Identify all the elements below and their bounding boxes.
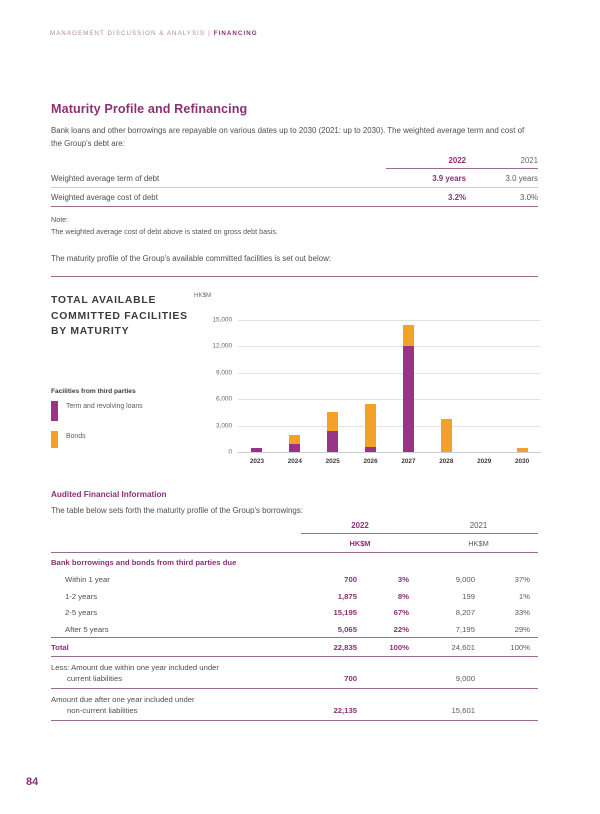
x-axis-tick-2023: 2023	[249, 458, 265, 465]
total-label: Total	[51, 638, 301, 657]
table-row	[51, 571, 538, 588]
total-pct-2022: 100%	[369, 638, 419, 657]
running-header-right: FINANCING	[213, 30, 258, 37]
gridline-3000	[238, 426, 541, 427]
bar-segment-loans-2023	[251, 448, 262, 452]
footer-0-pct-2022-blank	[369, 656, 419, 688]
x-axis-line	[238, 452, 541, 453]
running-header-separator: |	[208, 30, 211, 37]
group-header-label: Bank borrowings and bonds from third parties due	[51, 558, 237, 567]
x-axis-tick-2029: 2029	[477, 458, 492, 465]
footer-1-label	[51, 688, 301, 720]
bar-2028	[441, 419, 452, 452]
summary-row-1-label: Weighted average cost of debt	[51, 188, 386, 207]
row-0-pct-2022: 3%	[397, 575, 409, 584]
gridline-15000	[238, 320, 541, 321]
footer-0-amount-2021: 9,000	[419, 656, 487, 688]
total-amount-2022: 22,835	[301, 638, 369, 657]
x-axis-tick-2026: 2026	[363, 458, 378, 465]
years-header-2021: 2021	[419, 521, 538, 534]
summary-row-1-2022: 3.2%	[386, 188, 466, 207]
legend-swatch-purple-icon	[51, 401, 58, 421]
y-axis-tick-0: 0	[228, 448, 232, 456]
x-axis-tick-2025: 2025	[325, 458, 340, 465]
row-0-pct-2021: 37%	[514, 575, 530, 584]
years-header-blank	[51, 521, 301, 534]
row-2-amount-2022: 15,195	[333, 608, 357, 617]
y-axis-tick-15000: 15,000	[212, 316, 232, 324]
table-group-header	[51, 553, 538, 572]
footer-0-pct-2021-blank	[487, 656, 538, 688]
table-footer-row-current	[51, 656, 538, 688]
table-row	[51, 188, 538, 207]
table-footer-row-noncurrent	[51, 688, 538, 720]
bar-2030	[517, 448, 528, 452]
table-row	[51, 169, 538, 188]
total-pct-2021: 100%	[487, 638, 538, 657]
footer-0-label	[51, 656, 301, 688]
bar-segment-bonds-2025	[327, 412, 338, 430]
x-axis-tick-2027: 2027	[401, 458, 416, 465]
y-axis-tick-3000: 3,000	[216, 422, 232, 430]
note-label: Note:	[51, 215, 69, 224]
note-block	[51, 214, 537, 237]
footer-1-amount-2021: 15,601	[419, 688, 487, 720]
maturity-chart	[51, 288, 541, 474]
total-amount-2021: 24,601	[419, 638, 487, 657]
row-1-pct-2022: 8%	[397, 591, 409, 601]
footer-1-pct-2021-blank	[487, 688, 538, 720]
row-3-label: After 5 years	[65, 624, 109, 634]
summary-header-blank	[51, 156, 386, 169]
y-axis-tick-6000: 6,000	[216, 395, 232, 403]
legend-item-loans	[51, 401, 143, 421]
bar-segment-bonds-2030	[517, 448, 528, 452]
summary-header-2021: 2021	[466, 156, 538, 169]
row-3-pct-2022: 22%	[393, 624, 409, 634]
summary-row-0-2022: 3.9 years	[386, 169, 466, 188]
running-header-left: MANAGEMENT DISCUSSION & ANALYSIS	[50, 30, 206, 37]
footer-1-pct-2022-blank	[369, 688, 419, 720]
bar-segment-bonds-2027	[403, 325, 414, 346]
summary-header-2022: 2022	[386, 156, 466, 169]
running-header	[50, 30, 258, 37]
row-0-amount-2022: 700	[344, 575, 357, 584]
bar-segment-bonds-2024	[289, 435, 300, 444]
row-2-pct-2021: 33%	[514, 608, 530, 617]
gridline-12000	[238, 346, 541, 347]
footer-1-label-line1: Amount due after one year included under	[51, 694, 195, 704]
table-header-row	[51, 156, 538, 169]
row-1-pct-2021: 1%	[518, 591, 530, 601]
weighted-average-table	[51, 156, 538, 207]
table-total-row	[51, 638, 538, 657]
chart-legend-title: Facilities from third parties	[51, 388, 136, 395]
table-header-row-units	[51, 534, 538, 553]
summary-row-0-2021: 3.0 years	[466, 169, 538, 188]
row-3-pct-2021: 29%	[514, 624, 530, 634]
footer-0-amount-2022: 700	[301, 656, 369, 688]
row-3-amount-2021: 7,195	[455, 624, 475, 634]
row-1-amount-2022: 1,875	[337, 591, 357, 601]
table-row	[51, 621, 538, 638]
footer-1-label-line2: non-current liabilities	[67, 705, 138, 715]
footer-0-label-line2: current liabilities	[67, 673, 123, 683]
chart-unit-label: HK$M	[194, 292, 212, 299]
row-0-amount-2021: 9,000	[455, 575, 475, 584]
legend-label-loans: Term and revolving loans	[66, 403, 143, 410]
gridline-9000	[238, 373, 541, 374]
note-text: The weighted average cost of debt above is stated on gross debt basis.	[51, 226, 278, 236]
bar-segment-loans-2026	[365, 447, 376, 452]
summary-row-0-label: Weighted average term of debt	[51, 169, 386, 188]
legend-item-bonds	[51, 431, 86, 448]
bar-segment-bonds-2026	[365, 404, 376, 448]
units-header-2021: HK$M	[419, 534, 538, 553]
bar-segment-loans-2025	[327, 431, 338, 452]
row-3-amount-2022: 5,065	[337, 624, 357, 634]
legend-swatch-orange-icon	[51, 431, 58, 448]
chart-divider	[51, 276, 538, 277]
page-title: Maturity Profile and Refinancing	[51, 102, 248, 116]
years-header-2022: 2022	[301, 521, 419, 534]
maturity-lead-paragraph: The maturity profile of the Group's available committed facilities is set out below:	[51, 254, 331, 263]
bar-2027	[403, 325, 414, 452]
y-axis-tick-12000: 12,000	[212, 342, 232, 350]
legend-label-bonds: Bonds	[66, 433, 86, 440]
table-header-row-years	[51, 521, 538, 534]
gridline-6000	[238, 399, 541, 400]
borrowings-maturity-table	[51, 521, 538, 721]
footer-0-label-line1: Less: Amount due within one year included under	[51, 662, 219, 672]
row-2-label: 2-5 years	[65, 608, 98, 617]
audited-lead-paragraph: The table below sets forth the maturity profile of the Group's borrowings:	[51, 506, 303, 515]
bar-2024	[289, 435, 300, 452]
summary-row-1-2021: 3.0%	[466, 188, 538, 207]
intro-paragraph: Bank loans and other borrowings are repayable on various dates up to 2030 (2021: up to 2030). The weighted average term and cost of the Group's debt are:	[51, 126, 525, 149]
footer-1-amount-2022: 22,135	[301, 688, 369, 720]
bar-2025	[327, 412, 338, 452]
row-0-label: Within 1 year	[65, 575, 110, 584]
x-axis-tick-2028: 2028	[439, 458, 454, 465]
x-axis-tick-2024: 2024	[287, 458, 302, 465]
row-1-label: 1-2 years	[65, 591, 98, 601]
row-2-amount-2021: 8,207	[455, 608, 475, 617]
row-1-amount-2021: 199	[462, 591, 475, 601]
chart-plot-area	[194, 288, 541, 474]
bar-segment-loans-2027	[403, 346, 414, 452]
table-row	[51, 604, 538, 621]
bar-2026	[365, 404, 376, 452]
audited-section-title: Audited Financial Information	[51, 490, 167, 499]
y-axis-tick-9000: 9,000	[216, 369, 232, 377]
page-number: 84	[26, 776, 39, 788]
bar-segment-loans-2024	[289, 444, 300, 452]
row-2-pct-2022: 67%	[393, 608, 409, 617]
bar-segment-bonds-2028	[441, 419, 452, 452]
x-axis-tick-2030: 2030	[514, 458, 530, 465]
table-row	[51, 588, 538, 605]
chart-title: TOTAL AVAILABLE COMMITTED FACILITIES BY MATURITY	[51, 295, 188, 337]
units-header-blank	[51, 534, 301, 553]
bar-2023	[251, 448, 262, 452]
units-header-2022: HK$M	[301, 534, 419, 553]
